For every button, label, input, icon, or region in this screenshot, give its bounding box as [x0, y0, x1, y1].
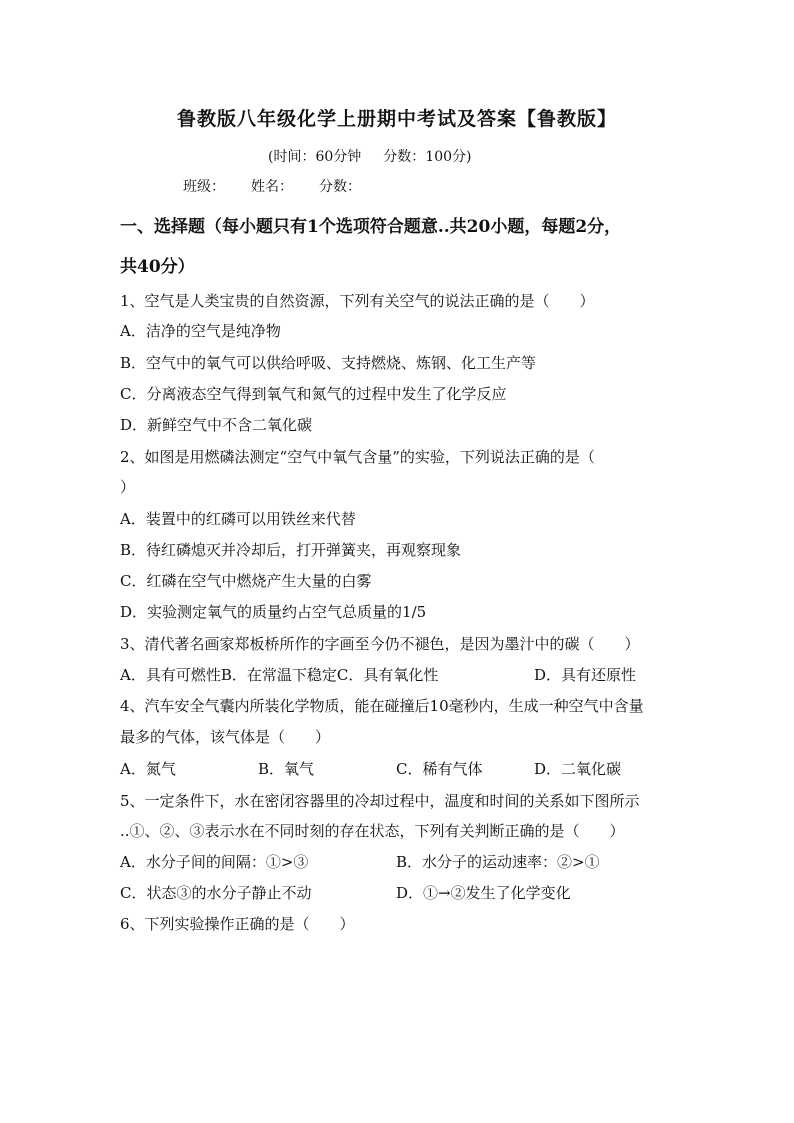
name-label: 姓名： — [251, 179, 293, 195]
question-4-stem-cont: 最多的气体，该气体是（ ） — [120, 728, 331, 746]
question-5-option-c: C．状态③的水分子静止不动 — [120, 884, 312, 902]
question-3-stem: 3、清代著名画家郑板桥所作的字画至今仍不褪色，是因为墨汁中的碳（ ） — [120, 635, 640, 653]
student-info — [183, 176, 387, 196]
question-1-stem: 1、空气是人类宝贵的自然资源，下列有关空气的说法正确的是（ ） — [120, 292, 595, 310]
question-6-stem: 6、下列实验操作正确的是（ ） — [120, 915, 355, 933]
question-1-option-c: C．分离液态空气得到氧气和氮气的过程中发生了化学反应 — [120, 385, 507, 403]
page-title: 鲁教版八年级化学上册期中考试及答案【鲁教版】 — [176, 108, 617, 130]
question-1-option-b: B．空气中的氧气可以供给呼吸、支持燃烧、炼钢、化工生产等 — [120, 354, 537, 372]
question-3-options-abc: A．具有可燃性B．在常温下稳定C．具有氧化性 — [120, 666, 439, 684]
question-4-option-b: B．氧气 — [258, 760, 315, 778]
question-5-stem: 5、一定条件下，水在密闭容器里的冷却过程中，温度和时间的关系如下图所示 — [120, 792, 640, 810]
question-3-option-d: D．具有还原性 — [534, 666, 637, 684]
question-2-stem-cont: ） — [120, 478, 136, 496]
question-2-option-c: C．红磷在空气中燃烧产生大量的白雾 — [120, 572, 372, 590]
section-heading: 一、选择题（每小题只有1个选项符合题意..共20小题，每题2分， — [120, 217, 622, 237]
question-4-option-a: A．氮气 — [120, 760, 176, 778]
question-2-stem: 2、如图是用燃磷法测定“空气中氧气含量”的实验，下列说法正确的是（ — [120, 448, 595, 466]
exam-total-score: 分数：100分) — [383, 149, 472, 165]
question-5-stem-cont: ..①、②、③表示水在不同时刻的存在状态，下列有关判断正确的是（ ） — [120, 822, 625, 840]
question-5-option-d: D．①→②发生了化学变化 — [396, 884, 571, 902]
class-label: 班级： — [183, 179, 225, 195]
score-label: 分数： — [319, 179, 361, 195]
question-1-option-a: A．洁净的空气是纯净物 — [120, 322, 281, 340]
exam-meta — [268, 146, 493, 166]
question-2-option-a: A．装置中的红磷可以用铁丝来代替 — [120, 510, 356, 528]
question-1-option-d: D．新鲜空气中不含二氧化碳 — [120, 416, 313, 434]
question-2-option-d: D．实验测定氧气的质量约占空气总质量的1/5 — [120, 603, 427, 621]
question-5-option-a: A．水分子间的间隔：①>③ — [120, 853, 309, 871]
question-5-option-b: B．水分子的运动速率：②>① — [396, 853, 600, 871]
question-4-stem: 4、汽车安全气囊内所装化学物质，能在碰撞后10毫秒内，生成一种空气中含量 — [120, 697, 644, 715]
section-heading-cont: 共40分） — [120, 257, 195, 277]
exam-time: (时间：60分钟 — [268, 149, 362, 165]
question-2-option-b: B．待红磷熄灭并冷却后，打开弹簧夹，再观察现象 — [120, 541, 462, 559]
question-4-option-d: D．二氧化碳 — [534, 760, 622, 778]
question-4-option-c: C．稀有气体 — [396, 760, 483, 778]
